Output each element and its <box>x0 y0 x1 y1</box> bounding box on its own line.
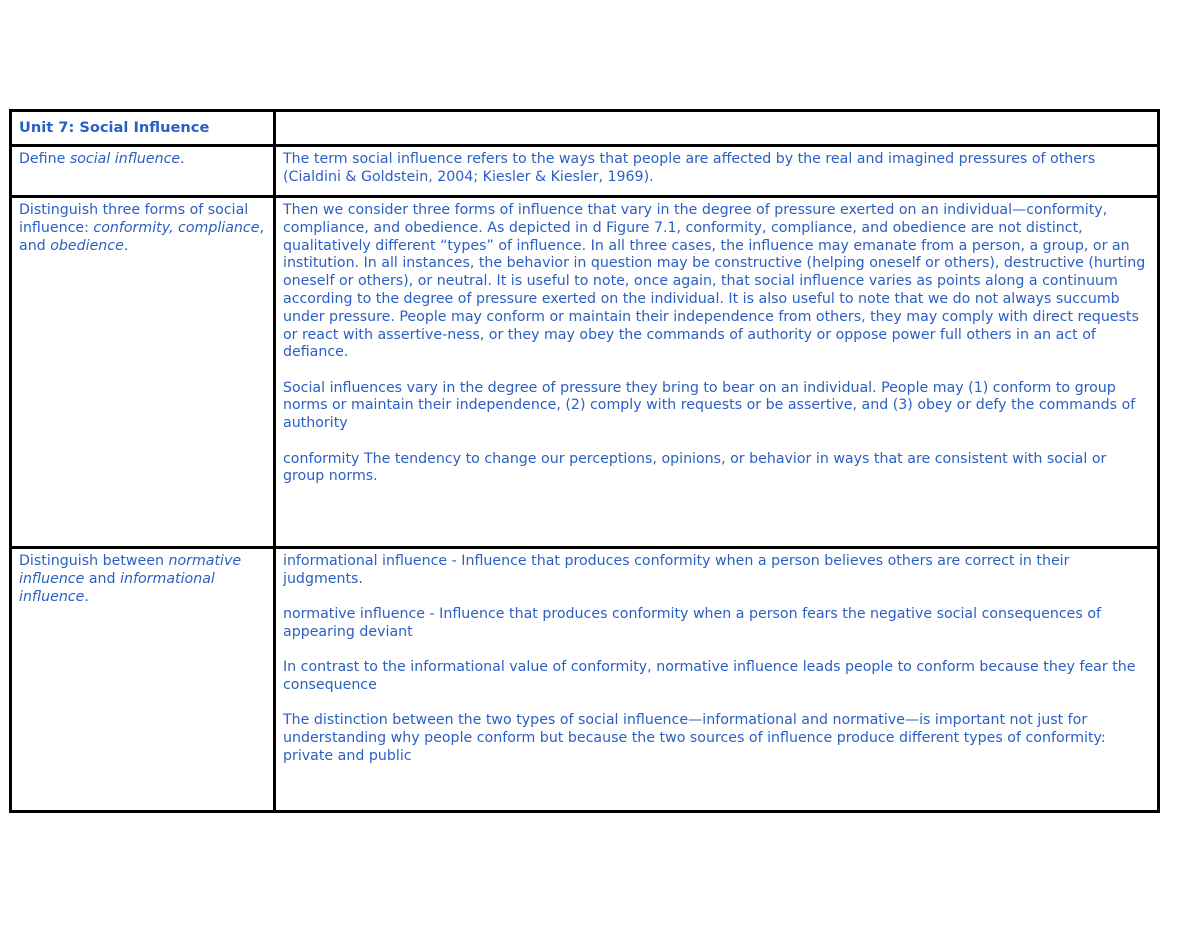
prompt-term: social influence <box>69 151 181 167</box>
answer-paragraph: In contrast to the informational value of conformity, normative influence leads people to conform because they fear the consequence <box>283 659 1136 693</box>
prompt-term: conformity, compliance <box>93 219 260 236</box>
prompt-text: . <box>123 237 129 254</box>
unit-title-cell <box>12 112 276 147</box>
answer-paragraph: Social influences vary in the degree of pressure they bring to bear on an individual. People may (1) conform to group norms or maintain their independence, (2) comply with requests or be assertive, and (3) obey or defy the commands of authority <box>283 379 1136 432</box>
prompt-cell-define <box>12 147 276 198</box>
answer-paragraph: The term social influence refers to the ways that people are affected by the real and imagined pressures of others (Cialdini & Goldstein, 2004; Kiesler & Kiesler, 1969). <box>283 151 1096 185</box>
prompt-text: , and <box>19 219 264 254</box>
header-empty-cell <box>276 112 1157 147</box>
prompt-text: Define <box>19 151 70 167</box>
prompt-term: informational influence <box>19 570 215 605</box>
prompt-text: . <box>84 588 89 605</box>
prompt-text: Distinguish between <box>19 553 169 569</box>
answer-paragraph: informational influence - Influence that produces conformity when a person believes others are correct in their judgments. <box>283 553 1070 587</box>
prompt-term: normative influence <box>19 553 242 587</box>
prompt-term: obedience <box>50 237 124 254</box>
prompt-cell-normative-informational <box>12 549 276 810</box>
answer-paragraph: conformity The tendency to change our perceptions, opinions, or behavior in ways that are consistent with social or group norms. <box>283 450 1107 485</box>
prompt-cell-three-forms <box>12 198 276 549</box>
answer-paragraph: Then we consider three forms of influence that vary in the degree of pressure exerted on an individual—conformity, compliance, and obedience. As depicted in d Figure 7.1, conformity, compliance, and obedience are not distinct, qualitatively different “types” of influence. In all three cases, the influence may emanate from a person, a group, or an institution. In all instances, the behavior in question may be constructive (helping oneself or others), destructive (hurting oneself or others), or neutral. It is useful to note, once again, that social influence varies as points along a continuum according to the degree of pressure exerted on the individual. It is also useful to note that we do not always succumb under pressure. People may conform or maintain their independence from others, they may comply with direct requests or react with assertive-ness, or they may obey the commands of authority or oppose power full others in an act of defiance. <box>283 202 1146 361</box>
prompt-text: and <box>84 570 121 587</box>
answer-paragraph: normative influence - Influence that produces conformity when a person fears the negative social consequences of appearing deviant <box>283 606 1101 640</box>
answer-paragraph: The distinction between the two types of social influence—informational and normative—is important not just for understanding why people conform but because the two sources of influence produce different types of conformity: private and public <box>283 712 1106 764</box>
prompt-text: Distinguish three forms of social influence: <box>19 202 249 236</box>
unit-title: Unit 7: Social Influence <box>19 119 210 136</box>
answer-cell-define <box>276 147 1157 198</box>
prompt-text: . <box>180 151 185 167</box>
answer-cell-three-forms <box>276 198 1157 549</box>
answer-cell-normative-informational <box>276 549 1157 810</box>
worksheet-table <box>9 109 1160 813</box>
